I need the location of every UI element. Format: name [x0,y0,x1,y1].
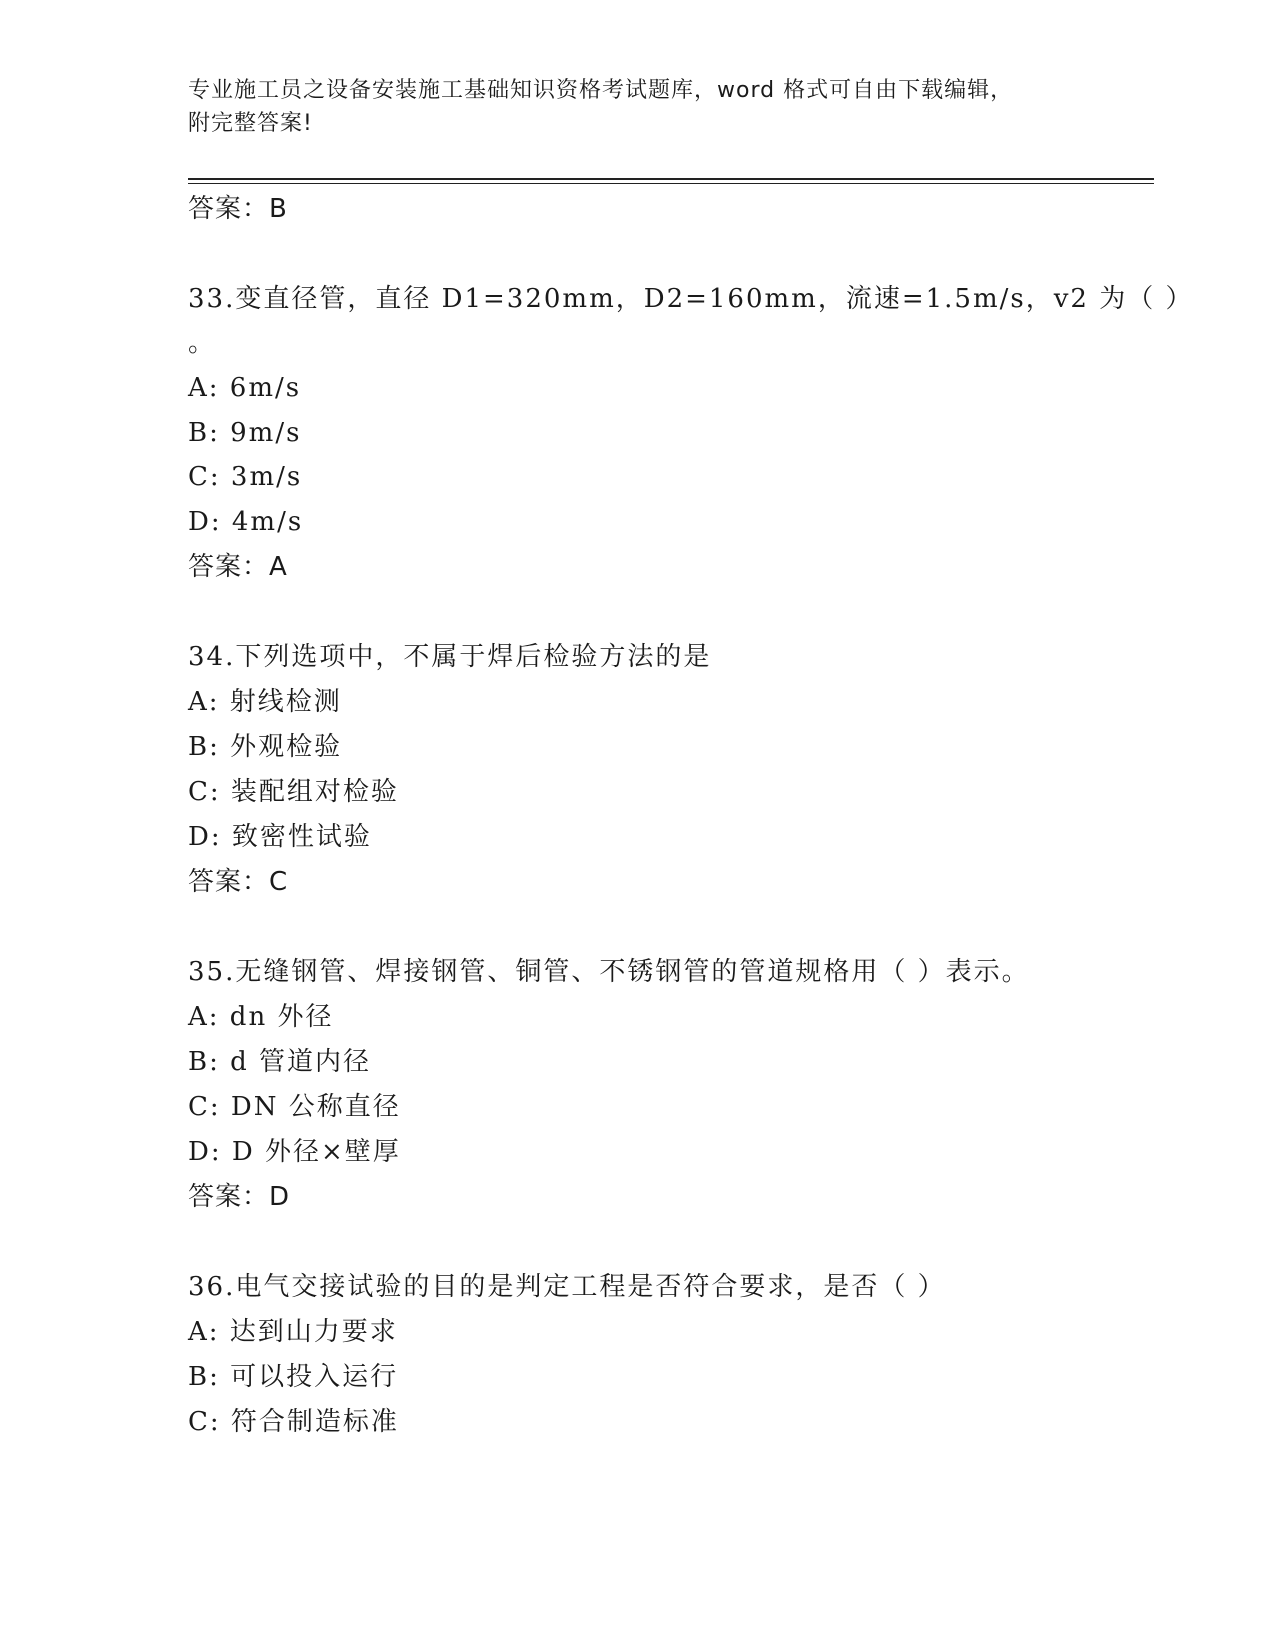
header-line-2: 附完整答案! [188,111,313,136]
question-33-option-a: A: 6m/s [188,373,302,403]
question-33-option-b: B: 9m/s [188,418,302,448]
header-divider-thin [188,183,1154,184]
header-line-1: 专业施工员之设备安装施工基础知识资格考试题库，word 格式可自由下载编辑， [188,78,1014,103]
question-34-answer: 答案：C [188,867,289,897]
question-35-option-b: B: d 管道内径 [188,1047,372,1077]
header-divider [188,178,1154,180]
question-36-option-a: A: 达到山力要求 [188,1317,398,1347]
question-33-option-c: C: 3m/s [188,462,303,492]
question-34-option-a: A: 射线检测 [188,687,342,717]
question-34-stem: 34.下列选项中，不属于焊后检验方法的是 [188,642,712,672]
question-34-option-c: C: 装配组对检验 [188,777,399,807]
question-33-option-d: D: 4m/s [188,507,304,537]
prev-answer: 答案：B [188,194,288,224]
question-35-option-d: D: D 外径×壁厚 [188,1137,401,1167]
question-34-option-d: D: 致密性试验 [188,822,372,852]
question-35-option-c: C: DN 公称直径 [188,1092,401,1122]
question-36-option-c: C: 符合制造标准 [188,1407,399,1437]
question-35-option-a: A: dn 外径 [188,1002,334,1032]
question-36-stem: 36.电气交接试验的目的是判定工程是否符合要求，是否（ ） [188,1272,946,1302]
question-33-answer: 答案：A [188,552,288,582]
document-header [188,74,1088,140]
question-36-option-b: B: 可以投入运行 [188,1362,399,1392]
question-35-stem: 35.无缝钢管、焊接钢管、铜管、不锈钢管的管道规格用（ ）表示。 [188,957,1030,987]
question-35-answer: 答案：D [188,1182,291,1212]
question-33-stem-cont: 。 [188,328,217,358]
question-34-option-b: B: 外观检验 [188,732,343,762]
question-33-stem: 33.变直径管，直径 D1=320mm，D2=160mm，流速=1.5m/s，v2 为（ ） [188,284,1194,314]
